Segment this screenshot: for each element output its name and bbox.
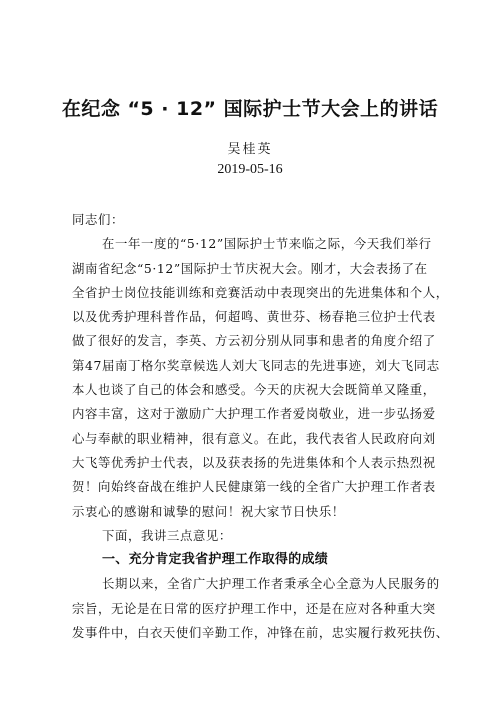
paragraph-line: 内容丰富，这对于激励广大护理工作者爱岗敬业，进一步弘扬爱 — [72, 406, 436, 422]
document-date: 2019-05-16 — [217, 162, 283, 177]
paragraph-line: 全省护士岗位技能训练和竞赛活动中表现突出的先进集体和个人， — [72, 284, 449, 300]
paragraph-line: 本人也谈了自己的体会和感受。今天的庆祝大会既简单又隆重， — [72, 382, 436, 398]
paragraph-line: 发事件中，白衣天使们辛勤工作，冲锋在前，忠实履行救死扶伤、 — [72, 625, 449, 641]
document-title: 在纪念 “5 · 12” 国际护士节大会上的讲话 — [61, 98, 439, 120]
salutation: 同志们： — [72, 212, 124, 227]
document-body — [72, 208, 449, 645]
intro-points: 下面，我讲三点意见： — [102, 527, 232, 543]
section-heading: 一、充分肯定我省护理工作取得的成绩 — [102, 552, 329, 568]
paragraph-line: 做了很好的发言，李英、方云初分别从同事和患者的角度介绍了 — [72, 333, 436, 349]
document-author: 吴桂英 — [227, 142, 273, 157]
paragraph-line: 长期以来，全省广大护理工作者秉承全心全意为人民服务的 — [102, 576, 440, 592]
paragraph-line: 心与奉献的职业精神，很有意义。在此，我代表省人民政府向刘 — [72, 430, 436, 446]
paragraph-line: 在一年一度的“5·12”国际护士节来临之际，今天我们举行 — [102, 236, 432, 252]
paragraph-line: 大飞等优秀护士代表，以及获表扬的先进集体和个人表示热烈祝 — [72, 454, 436, 470]
paragraph-line: 以及优秀护理科普作品，何超鸣、黄世芬、杨春艳三位护士代表 — [72, 309, 436, 325]
paragraph-line: 第47届南丁格尔奖章候选人刘大飞同志的先进事迹，刘大飞同志 — [72, 357, 440, 373]
paragraph-line: 湖南省纪念“5·12”国际护士节庆祝大会。刚才，大会表扬了在 — [72, 260, 428, 276]
paragraph-line: 贺！向始终奋战在维护人民健康第一线的全省广大护理工作者表 — [72, 479, 436, 495]
paragraph-line: 宗旨，无论是在日常的医疗护理工作中，还是在应对各种重大突 — [72, 600, 436, 616]
paragraph-line: 示衷心的感谢和诚挚的慰问！祝大家节日快乐！ — [72, 503, 345, 519]
